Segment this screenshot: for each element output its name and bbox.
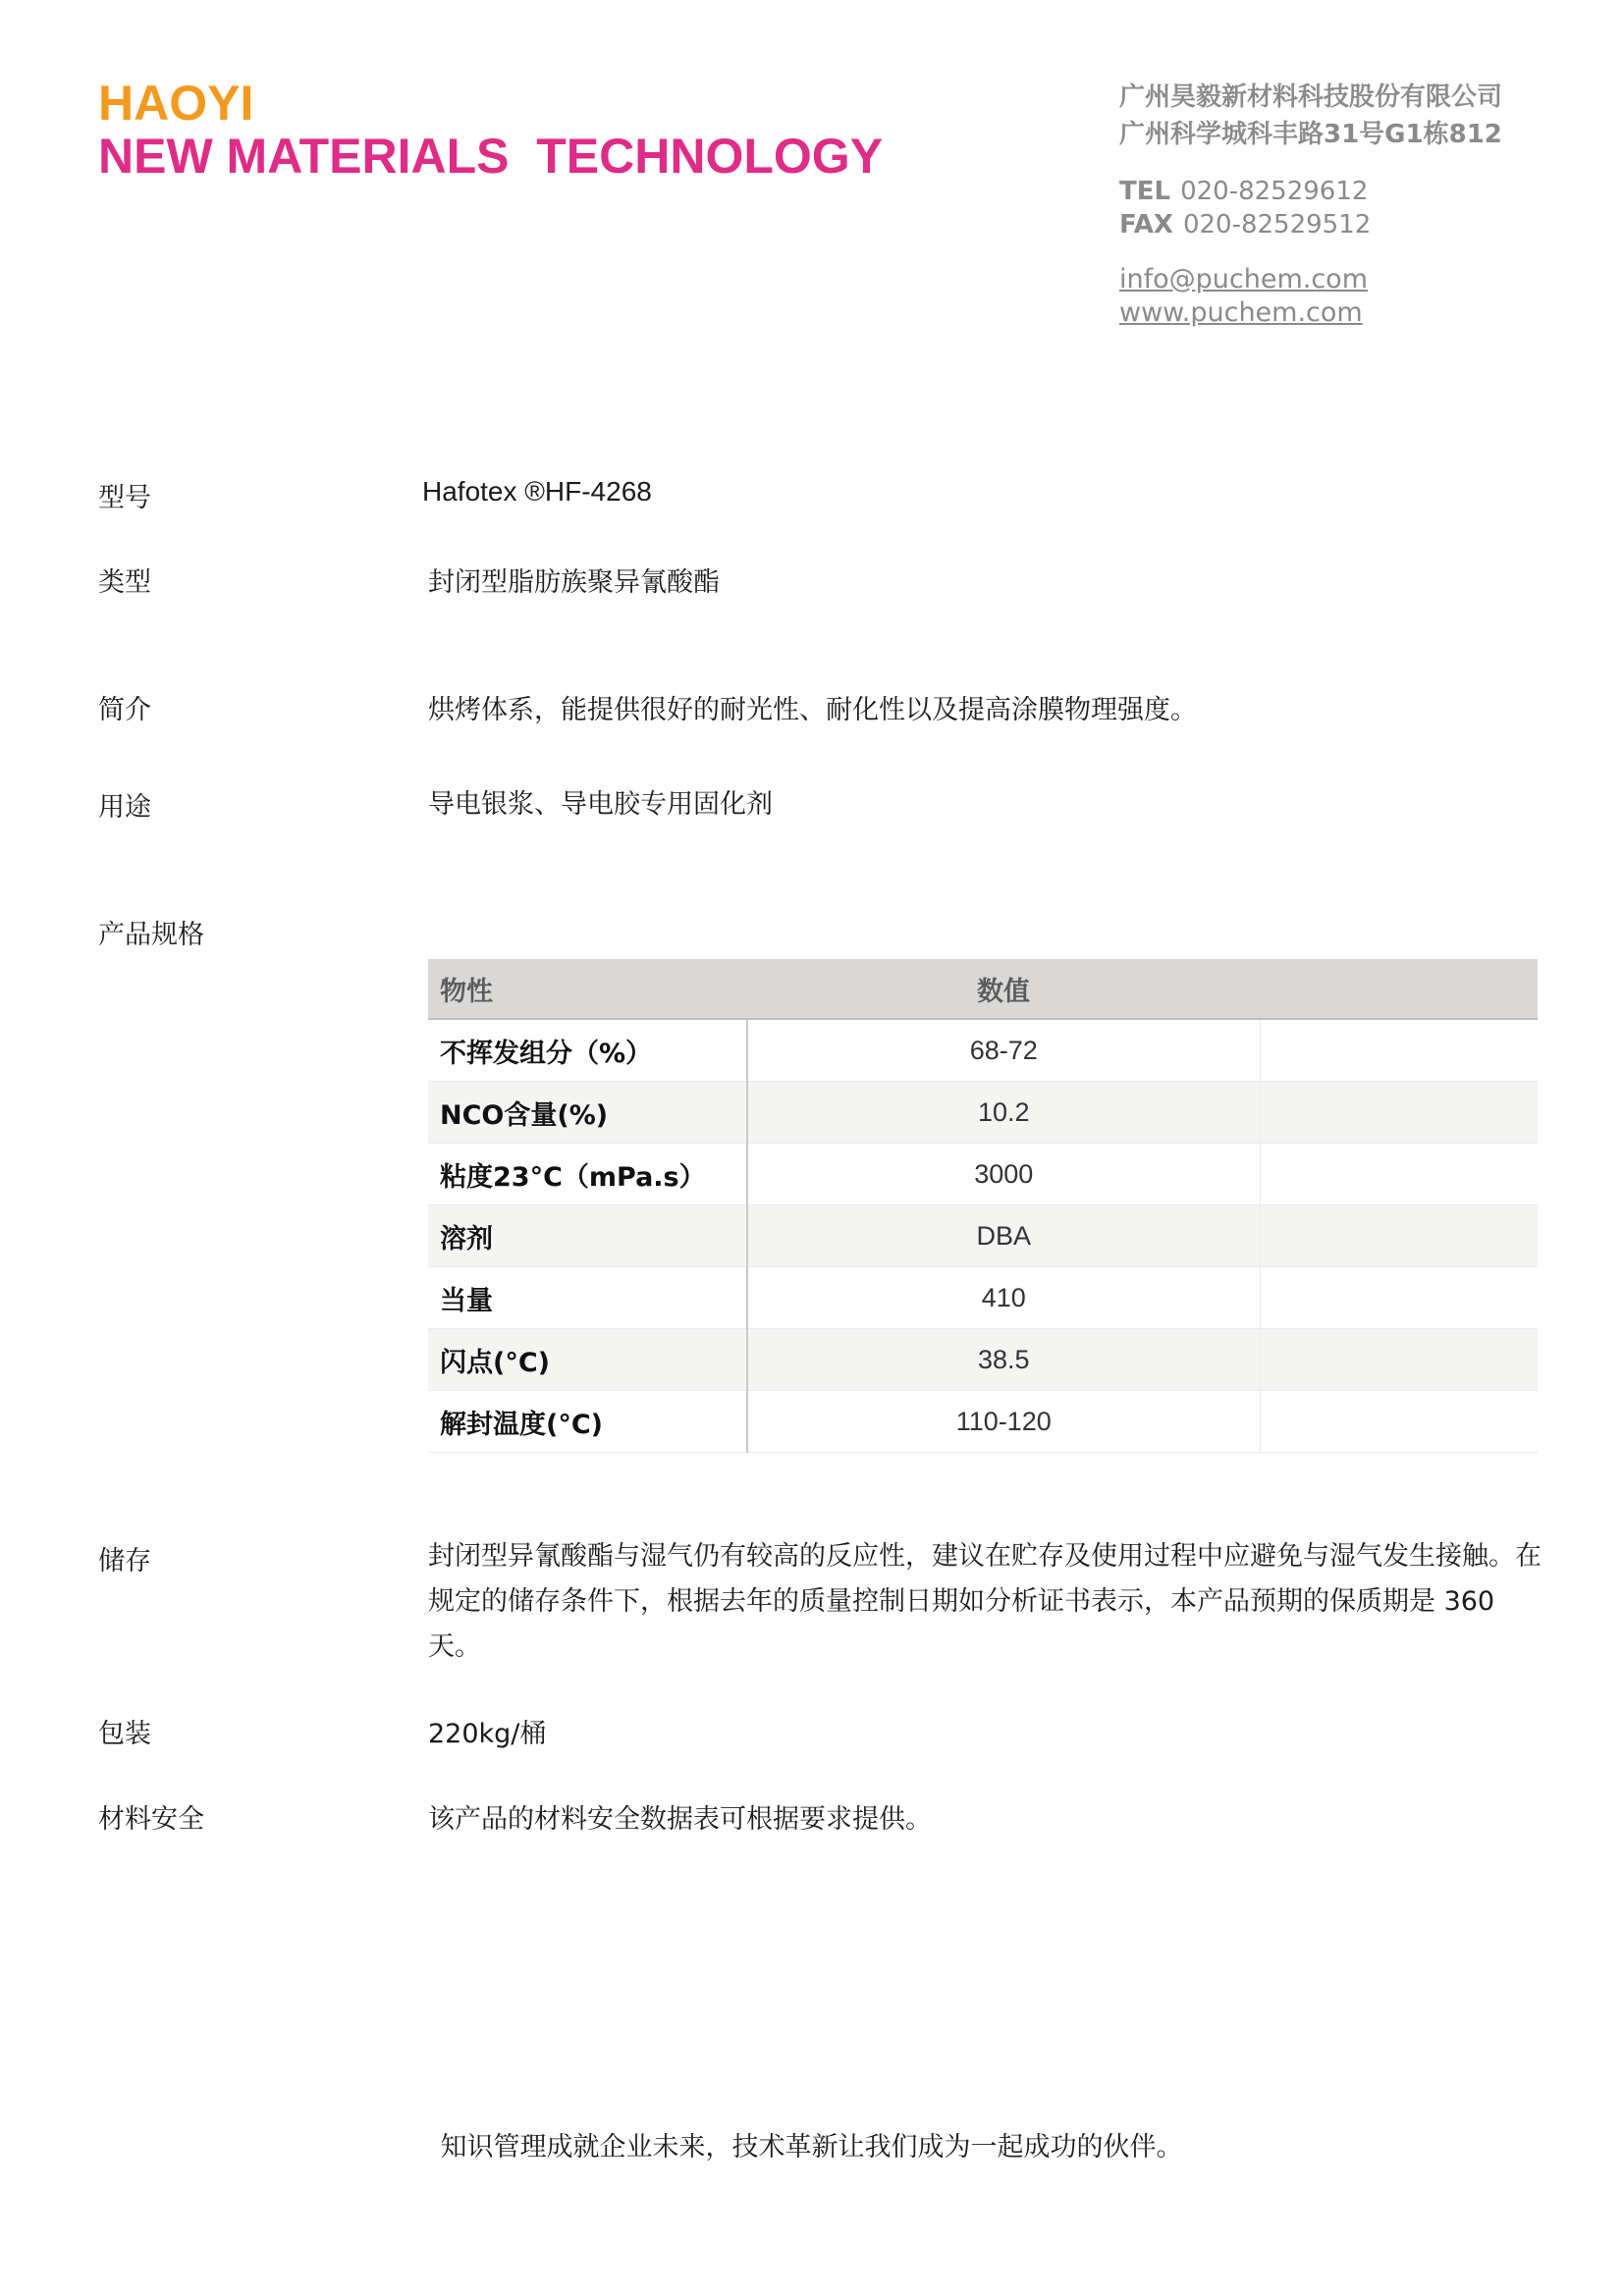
model-label: 型号 — [98, 483, 151, 513]
table-header-property: 物性 — [428, 959, 747, 1019]
brand-name-line1: HAOYI — [98, 76, 254, 131]
table-cell-value: 410 — [747, 1267, 1260, 1329]
tel-number: 020-82529612 — [1180, 177, 1369, 206]
table-cell-property: 粘度23°C（mPa.s） — [428, 1144, 747, 1205]
type-label: 类型 — [98, 567, 151, 598]
table-cell-value: 3000 — [747, 1144, 1260, 1205]
table-cell-empty — [1260, 1144, 1538, 1205]
table-cell-value: DBA — [747, 1205, 1260, 1267]
table-row — [428, 1391, 1538, 1453]
table-row — [428, 1205, 1538, 1267]
table-cell-empty — [1260, 1082, 1538, 1144]
storage-value: 封闭型异氰酸酯与湿气仍有较高的反应性，建议在贮存及使用过程中应避免与湿气发生接触。在规定的储存条件下，根据去年的质量控制日期如分析证书表示，本产品预期的保质期是 360 天。 — [428, 1541, 1542, 1662]
company-logo — [98, 76, 884, 184]
fax-row — [1119, 208, 1502, 241]
tel-row — [1119, 175, 1502, 208]
model-value: Hafotex ®HF-4268 — [422, 476, 652, 507]
table-cell-empty — [1260, 1205, 1538, 1267]
company-address: 广州科学城科丰路31号G1栋812 — [1119, 120, 1502, 149]
intro-value: 烘烤体系，能提供很好的耐光性、耐化性以及提高涂膜物理强度。 — [428, 695, 1197, 725]
table-row — [428, 1019, 1538, 1082]
contact-block — [1119, 79, 1502, 330]
table-cell-property: 解封温度(°C) — [428, 1391, 747, 1453]
packaging-label: 包装 — [98, 1719, 151, 1749]
fax-label: FAX — [1119, 210, 1173, 240]
storage-label: 储存 — [98, 1546, 151, 1576]
table-cell-empty — [1260, 1391, 1538, 1453]
website-link[interactable]: www.puchem.com — [1119, 297, 1363, 328]
email-link[interactable]: info@puchem.com — [1119, 264, 1369, 294]
packaging-value: 220kg/桶 — [428, 1719, 547, 1749]
table-cell-empty — [1260, 1019, 1538, 1082]
table-cell-value: 68-72 — [747, 1019, 1260, 1082]
intro-label: 简介 — [98, 695, 151, 725]
fax-number: 020-82529512 — [1182, 210, 1372, 240]
table-header-empty — [1260, 959, 1538, 1019]
table-cell-value: 110-120 — [747, 1391, 1260, 1453]
table-header-row — [428, 959, 1538, 1019]
table-cell-empty — [1260, 1329, 1538, 1391]
table-cell-empty — [1260, 1267, 1538, 1329]
table-row — [428, 1267, 1538, 1329]
safety-label: 材料安全 — [98, 1804, 204, 1835]
spec-label: 产品规格 — [98, 920, 204, 950]
table-cell-property: 当量 — [428, 1267, 747, 1329]
type-value: 封闭型脂肪族聚异氰酸酯 — [428, 567, 720, 598]
table-row — [428, 1329, 1538, 1391]
table-cell-property: 溶剂 — [428, 1205, 747, 1267]
table-cell-property: 不挥发组分（%） — [428, 1019, 747, 1082]
usage-label: 用途 — [98, 792, 151, 823]
spec-table — [428, 959, 1538, 1453]
table-header-value: 数值 — [747, 959, 1260, 1019]
footer-slogan: 知识管理成就企业未来，技术革新让我们成为一起成功的伙伴。 — [440, 2132, 1183, 2163]
tel-label: TEL — [1119, 177, 1171, 206]
safety-value: 该产品的材料安全数据表可根据要求提供。 — [428, 1804, 932, 1835]
table-row — [428, 1082, 1538, 1144]
usage-value: 导电银浆、导电胶专用固化剂 — [428, 789, 773, 820]
table-row — [428, 1144, 1538, 1205]
brand-name-line2: NEW MATERIALS TECHNOLOGY — [98, 129, 884, 184]
table-cell-property: 闪点(°C) — [428, 1329, 747, 1391]
table-cell-property: NCO含量(%) — [428, 1082, 747, 1144]
company-name: 广州昊毅新材料科技股份有限公司 — [1119, 82, 1503, 112]
table-cell-value: 10.2 — [747, 1082, 1260, 1144]
table-cell-value: 38.5 — [747, 1329, 1260, 1391]
